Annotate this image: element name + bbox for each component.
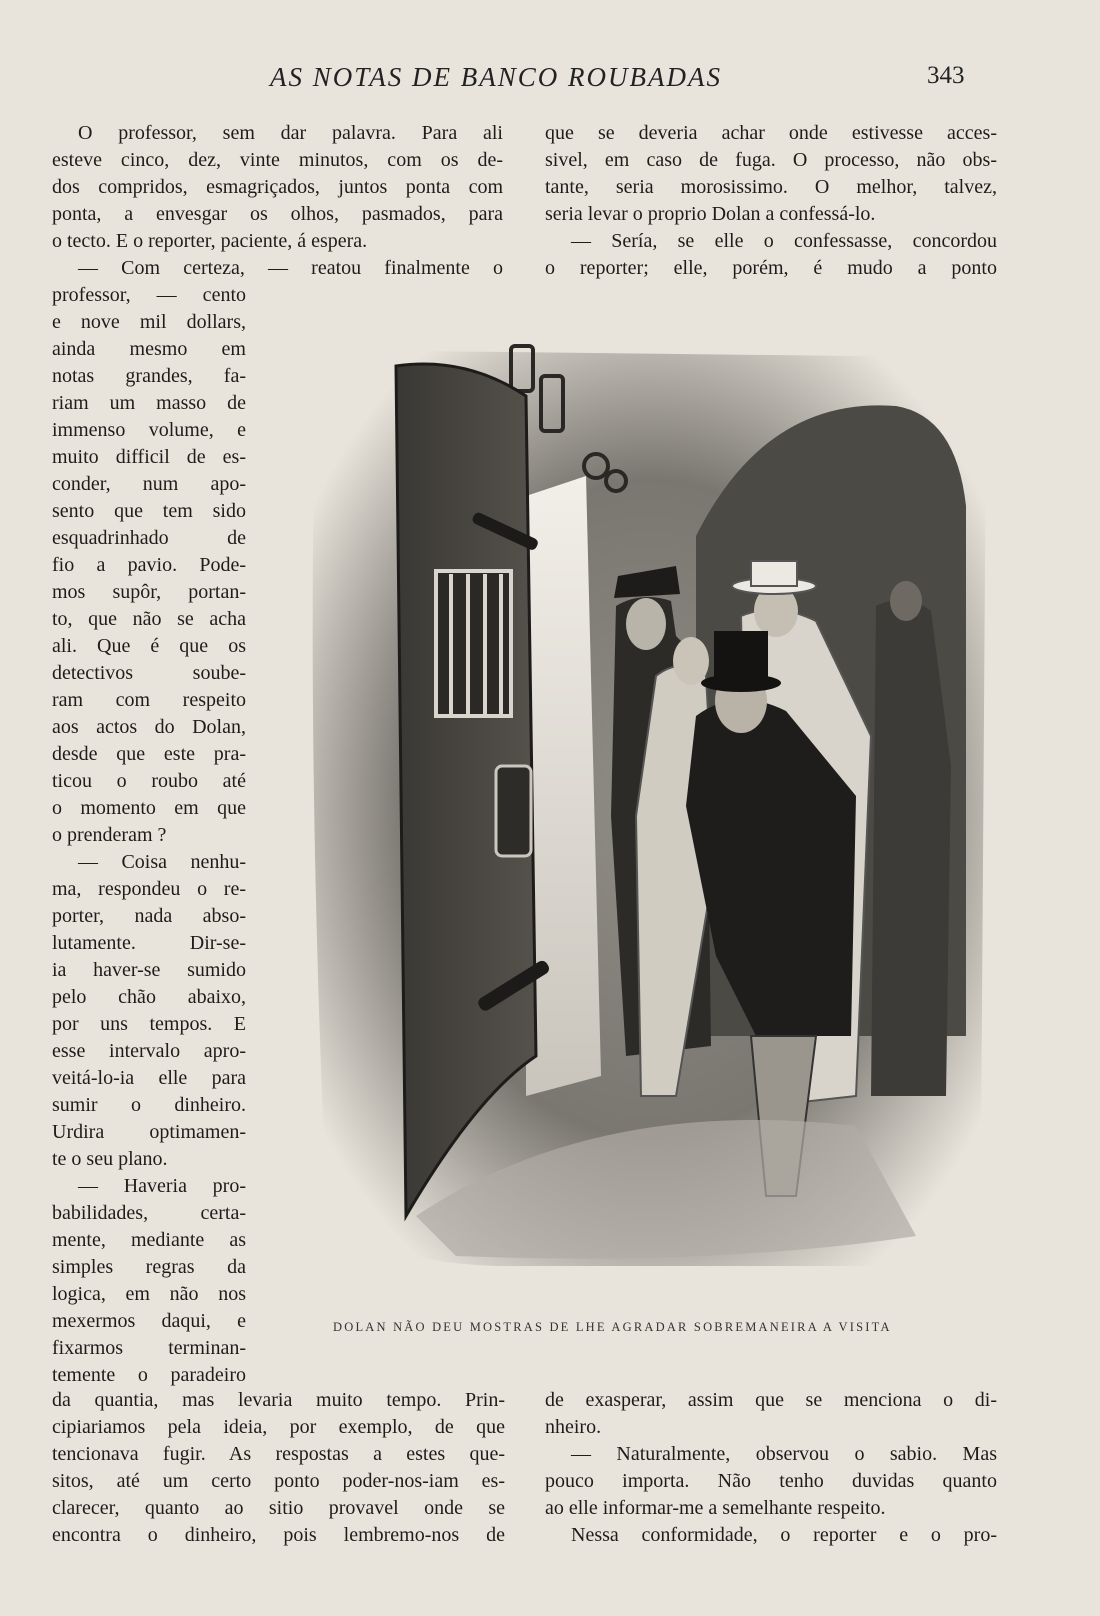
text-line: esquadrinhado de bbox=[52, 527, 246, 549]
text-line: esteve cinco, dez, vinte minutos, com os de- bbox=[52, 149, 503, 171]
text-line: mexermos daqui, e bbox=[52, 1310, 246, 1332]
text-line: pouco importa. Não tenho duvidas quanto bbox=[545, 1470, 997, 1492]
text-line: — Haveria pro- bbox=[78, 1175, 246, 1197]
text-line: riam um masso de bbox=[52, 392, 246, 414]
text-line: ponta, a envesgar os olhos, pasmados, para bbox=[52, 203, 503, 225]
text-line: professor, — cento bbox=[52, 284, 246, 306]
text-line: fio a pavio. Pode- bbox=[52, 554, 246, 576]
text-line: sumir o dinheiro. bbox=[52, 1094, 246, 1116]
text-line: que se deveria achar onde estivesse acces- bbox=[545, 122, 997, 144]
right-column-bottom-text bbox=[545, 1387, 997, 1549]
left-column-top-text bbox=[52, 120, 503, 282]
illustration bbox=[296, 336, 1000, 1286]
text-line: dos compridos, esmagriçados, juntos ponta com bbox=[52, 176, 503, 198]
text-line: ao elle informar-me a semelhante respeito. bbox=[545, 1497, 886, 1519]
right-column-top-text bbox=[545, 120, 997, 282]
text-line: detectivos soube- bbox=[52, 662, 246, 684]
text-line: aos actos do Dolan, bbox=[52, 716, 246, 738]
text-line: mos supôr, portan- bbox=[52, 581, 246, 603]
text-line: o momento em que bbox=[52, 797, 246, 819]
text-line: tencionava fugir. As respostas a estes que- bbox=[52, 1443, 505, 1465]
text-line: Nessa conformidade, o reporter e o pro- bbox=[571, 1524, 997, 1546]
text-line: to, que não se acha bbox=[52, 608, 246, 630]
text-line: simples regras da bbox=[52, 1256, 246, 1278]
text-line: e nove mil dollars, bbox=[52, 311, 246, 333]
text-line: ram com respeito bbox=[52, 689, 246, 711]
text-line: sento que tem sido bbox=[52, 500, 246, 522]
left-column-bottom-text bbox=[52, 1387, 505, 1549]
page-number: 343 bbox=[927, 62, 965, 89]
text-line: clarecer, quanto ao sitio provavel onde se bbox=[52, 1497, 505, 1519]
text-line: lutamente. Dir-se- bbox=[52, 932, 246, 954]
text-line: ma, respondeu o re- bbox=[52, 878, 246, 900]
text-line: — Com certeza, — reatou finalmente o bbox=[78, 257, 503, 279]
text-line: immenso volume, e bbox=[52, 419, 246, 441]
text-line: — Coisa nenhu- bbox=[78, 851, 246, 873]
text-line: desde que este pra- bbox=[52, 743, 246, 765]
text-line: ia haver-se sumido bbox=[52, 959, 246, 981]
text-line: da quantia, mas levaria muito tempo. Prin- bbox=[52, 1389, 505, 1411]
text-line: O professor, sem dar palavra. Para ali bbox=[78, 122, 503, 144]
text-line: — Sería, se elle o confessasse, concordou bbox=[571, 230, 997, 252]
text-line: ainda mesmo em bbox=[52, 338, 246, 360]
text-line: mente, mediante as bbox=[52, 1229, 246, 1251]
text-line: fixarmos terminan- bbox=[52, 1337, 246, 1359]
text-line: ali. Que é que os bbox=[52, 635, 246, 657]
text-line: notas grandes, fa- bbox=[52, 365, 246, 387]
text-line: Urdira optimamen- bbox=[52, 1121, 246, 1143]
door-grate bbox=[436, 571, 511, 716]
text-line: te o seu plano. bbox=[52, 1148, 168, 1170]
text-line: ticou o roubo até bbox=[52, 770, 246, 792]
text-line: pelo chão abaixo, bbox=[52, 986, 246, 1008]
illustration-drawing bbox=[296, 336, 1000, 1286]
text-line: o tecto. E o reporter, paciente, á espera. bbox=[52, 230, 368, 252]
text-line: tante, seria morosissimo. O melhor, talvez, bbox=[545, 176, 997, 198]
text-line: conder, num apo- bbox=[52, 473, 246, 495]
text-line: muito difficil de es- bbox=[52, 446, 246, 468]
left-column-narrow-text bbox=[52, 282, 246, 1389]
text-line: esse intervalo apro- bbox=[52, 1040, 246, 1062]
text-line: babilidades, certa- bbox=[52, 1202, 246, 1224]
text-line: nheiro. bbox=[545, 1416, 602, 1438]
text-line: — Naturalmente, observou o sabio. Mas bbox=[571, 1443, 997, 1465]
text-line: o reporter; elle, porém, é mudo a ponto bbox=[545, 257, 997, 279]
text-line: encontra o dinheiro, pois lembremo-nos de bbox=[52, 1524, 505, 1546]
text-line: por uns tempos. E bbox=[52, 1013, 246, 1035]
text-line: sitos, até um certo ponto poder-nos-iam es- bbox=[52, 1470, 505, 1492]
running-title: AS NOTAS DE BANCO ROUBADAS bbox=[270, 62, 722, 92]
text-line: logica, em não nos bbox=[52, 1283, 246, 1305]
text-line: veitá-lo-ia elle para bbox=[52, 1067, 246, 1089]
text-line: porter, nada abso- bbox=[52, 905, 246, 927]
text-line: seria levar o proprio Dolan a confessá-lo. bbox=[545, 203, 876, 225]
text-line: o prenderam ? bbox=[52, 824, 167, 846]
text-line: de exasperar, assim que se menciona o di- bbox=[545, 1389, 997, 1411]
text-line: cipiariamos pela ideia, por exemplo, de que bbox=[52, 1416, 505, 1438]
figure-caption: DOLAN NÃO DEU MOSTRAS DE LHE AGRADAR SOBREMANEIRA A VISITA bbox=[333, 1320, 892, 1334]
text-line: temente o paradeiro bbox=[52, 1364, 246, 1386]
text-line: sivel, em caso de fuga. O processo, não obs- bbox=[545, 149, 997, 171]
